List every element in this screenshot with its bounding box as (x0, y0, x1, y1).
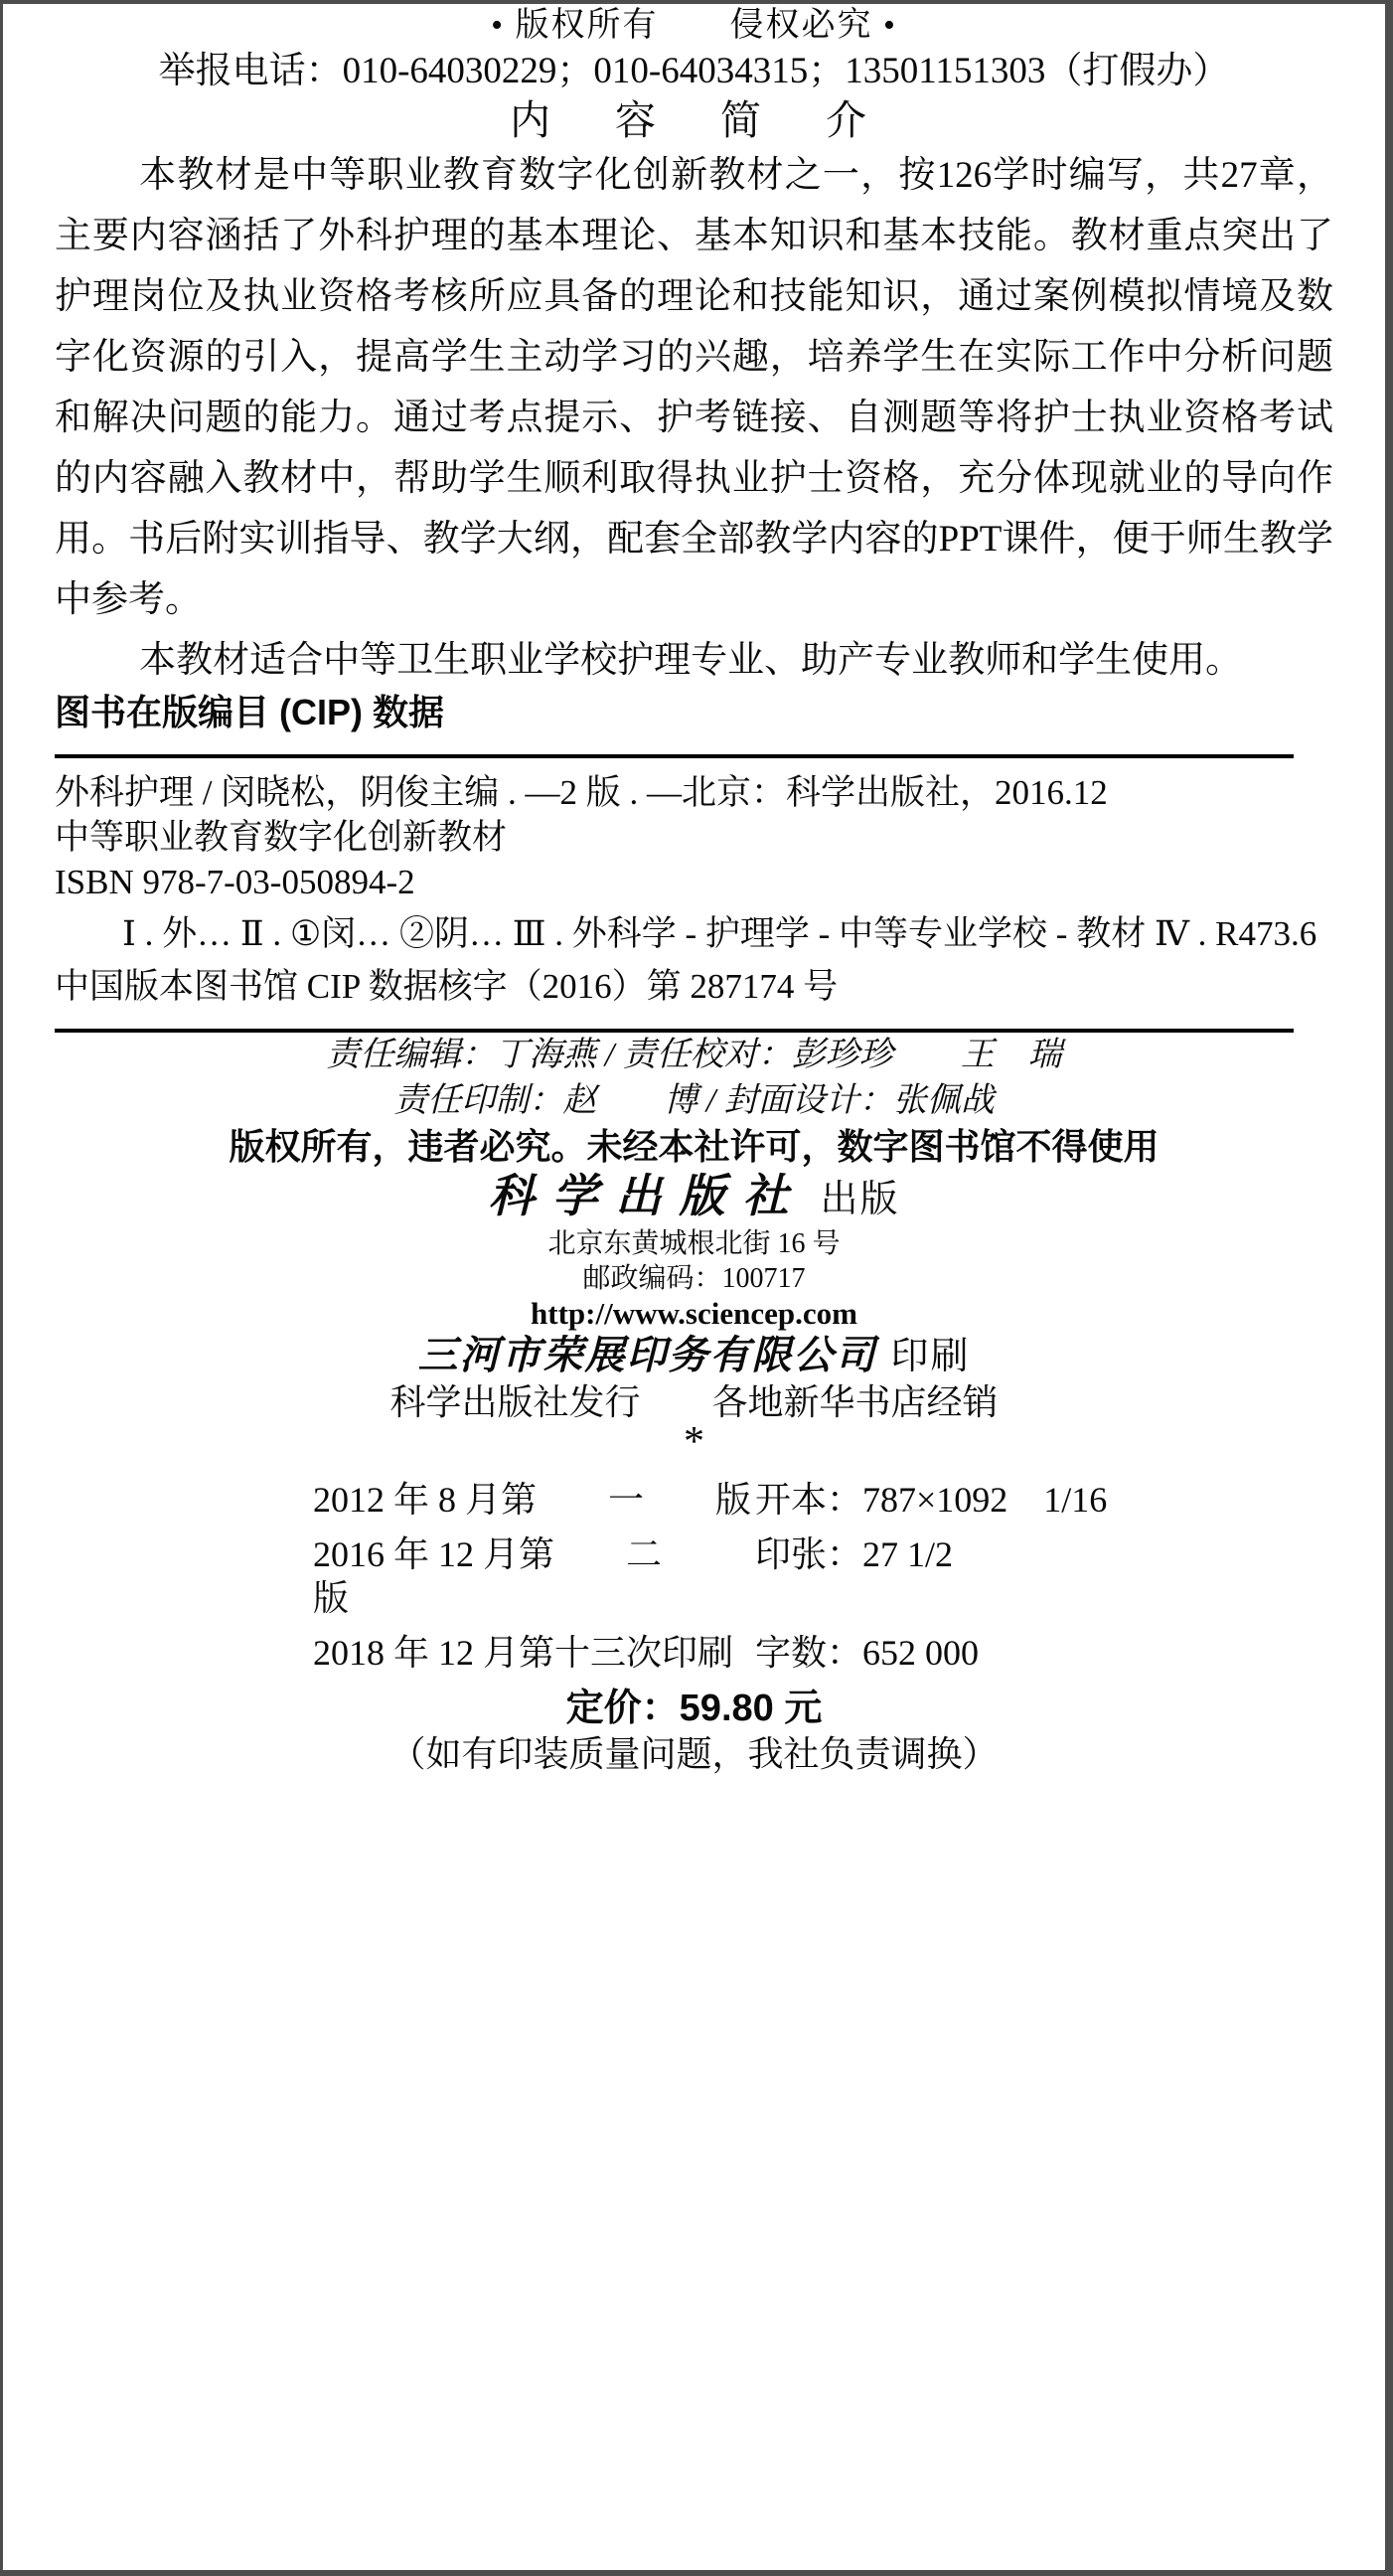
edition-2-sheets: 印张：27 1/2 (755, 1534, 954, 1574)
printer-name-script: 三河市荣展印务有限公司 (417, 1333, 877, 1377)
page-content (3, 4, 1385, 2570)
exchange-notice: （如有印装质量问题，我社负责调换） (389, 1734, 999, 1774)
intro-paragraph-2: 本教材适合中等卫生职业学校护理专业、助产专业教师和学生使用。 (139, 640, 1243, 681)
edition-1-date: 2012 年 8 月第 一 版 (313, 1480, 752, 1520)
intro-title: 内 容 简 介 (510, 97, 878, 143)
staff-editors-line: 责任编辑：丁海燕 / 责任校对：彭珍珍 王 瑞 (326, 1037, 1062, 1073)
publisher-postcode: 邮政编码：100717 (582, 1263, 806, 1294)
publisher-name-script: 科学出版社 (488, 1171, 807, 1221)
scan-edge-top (0, 0, 1393, 4)
scan-edge-left (0, 0, 3, 2576)
scan-edge-right (1385, 0, 1393, 2576)
price-line: 定价：59.80 元 (565, 1688, 823, 1729)
publisher-name-line (55, 1170, 1333, 1226)
cip-classification: Ⅰ . 外… Ⅱ . ①闵… ②阴… Ⅲ . 外科学 - 护理学 - 中等专业学校 - 教材 Ⅳ . R473.6 (122, 914, 1317, 953)
edition-1-format: 开本：787×1092 1/16 (755, 1480, 1108, 1520)
publisher-block (55, 1170, 1333, 1424)
divider-asterisk: * (684, 1419, 704, 1465)
edition-table (313, 1478, 1148, 1675)
edition-3-printing: 2018 年 12 月第十三次印刷 (313, 1633, 734, 1673)
edition-row-2 (313, 1532, 1148, 1620)
publish-label: 出版 (820, 1179, 900, 1220)
cip-body (55, 770, 1333, 1009)
cip-heading: 图书在版编目 (CIP) 数据 (55, 692, 444, 732)
edition-row-3 (313, 1631, 1148, 1675)
printer-line (55, 1332, 1333, 1380)
report-phone-line: 举报电话：010-64030229；010-64034315；13501151303（打假办） (158, 51, 1230, 91)
cip-series-statement: 中等职业教育数字化创新教材 (55, 818, 508, 857)
copyright-warning: 版权所有，违者必究。未经本社许可，数字图书馆不得使用 (229, 1126, 1160, 1167)
publisher-address: 北京东黄城根北街 16 号 (547, 1228, 841, 1259)
intro-paragraph-1: 本教材是中等职业教育数字化创新教材之一，按126学时编写，共27章，主要内容涵括了外科护理的基本理论、基本知识和基本技能。教材重点突出了护理岗位及执业资格考核所应具备的理论和技能知识，通过案例模拟情境及数字化资源的引入，提高学生主动学习的兴趣，培养学生在实际工作中分析问题和解决问题的能力。通过考点提示、护考链接、自测题等将护士执业资格考试的内容融入教材中，帮助学生顺利取得执业护士资格，充分体现就业的导向作用。书后附实训指导、教学大纲，配套全部教学内容的PPT课件，便于师生教学中参考。 (55, 155, 1333, 620)
edition-row-1 (313, 1478, 1148, 1522)
cip-title-statement: 外科护理 / 闵晓松，阴俊主编 . —2 版 . —北京：科学出版社，2016.12 (55, 773, 1108, 812)
cip-isbn: ISBN 978-7-03-050894-2 (55, 863, 415, 901)
cip-record-number: 中国版本图书馆 CIP 数据核字（2016）第 287174 号 (55, 967, 839, 1006)
publisher-website: http://www.sciencep.com (531, 1296, 857, 1331)
cip-divider-top (55, 754, 1294, 758)
edition-2-date: 2016 年 12 月第 二 版 (313, 1534, 734, 1618)
distribution-line: 科学出版社发行 各地新华书店经销 (389, 1382, 999, 1422)
staff-production-line: 责任印制：赵 博 / 封面设计：张佩战 (393, 1082, 995, 1119)
scan-edge-bottom (0, 2570, 1393, 2576)
print-label: 印刷 (890, 1336, 971, 1377)
rights-notice: • 版权所有 侵权必究 • (491, 7, 897, 44)
edition-3-wordcount: 字数：652 000 (755, 1633, 980, 1673)
